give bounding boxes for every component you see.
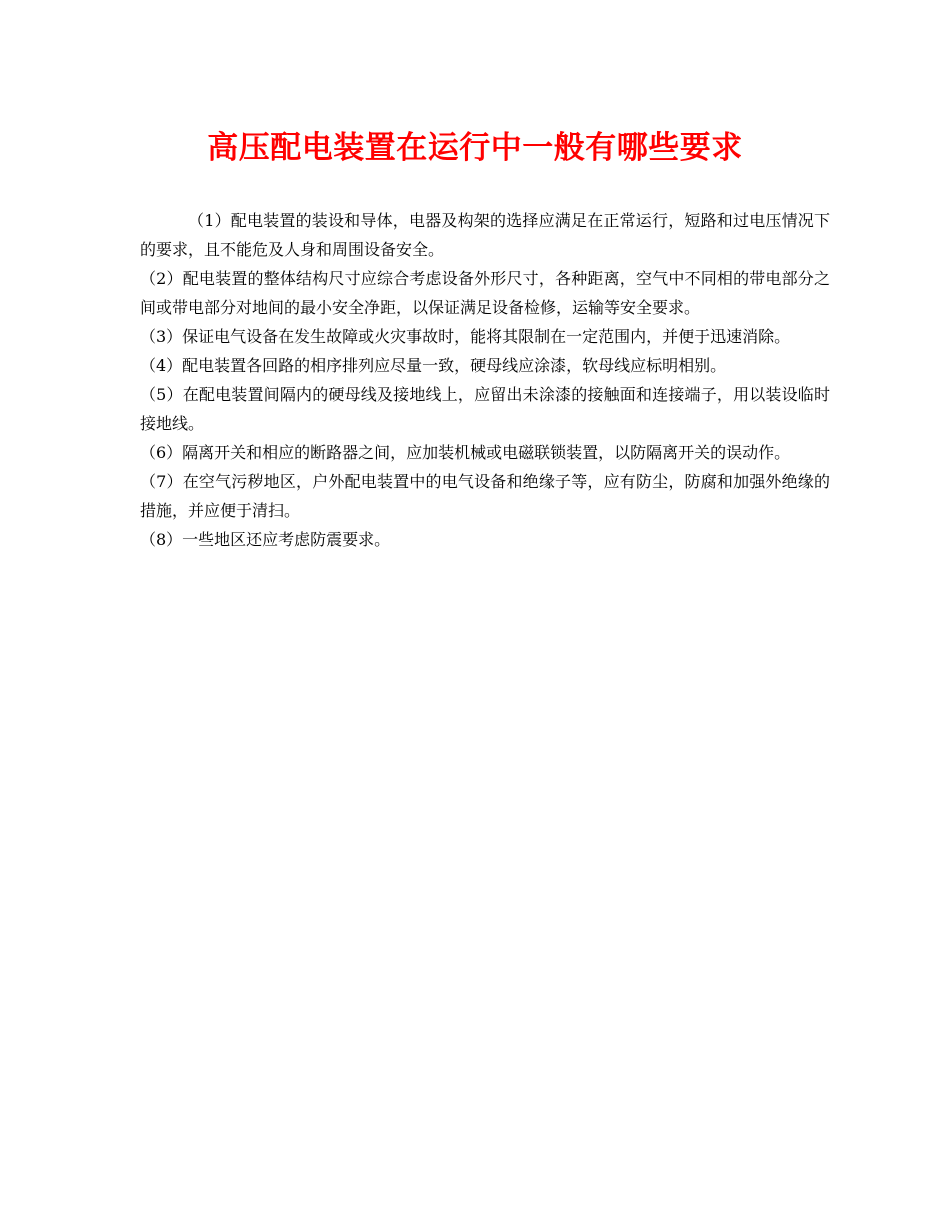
paragraph-5: （5）在配电装置间隔内的硬母线及接地线上，应留出未涂漆的接触面和连接端子，用以装设临时接地线。 [140,385,830,433]
document-title: 高压配电装置在运行中一般有哪些要求 [207,130,743,166]
paragraph-2: （2）配电装置的整体结构尺寸应综合考虑设备外形尺寸，各种距离，空气中不同相的带电部分之间或带电部分对地间的最小安全净距，以保证满足设备检修，运输等安全要求。 [140,269,830,317]
paragraph-6: （6）隔离开关和相应的断路器之间，应加装机械或电磁联锁装置，以防隔离开关的误动作。 [140,443,791,462]
document-body [140,206,830,554]
paragraph-3: （3）保证电气设备在发生故障或火灾事故时，能将其限制在一定范围内，并便于迅速消除。 [140,327,791,346]
paragraph-7: （7）在空气污秽地区，户外配电装置中的电气设备和绝缘子等，应有防尘，防腐和加强外绝缘的措施，并应便于清扫。 [140,472,830,520]
paragraph-1: （1）配电装置的装设和导体，电器及构架的选择应满足在正常运行，短路和过电压情况下的要求，且不能危及人身和周围设备安全。 [140,211,830,259]
paragraph-8: （8）一些地区还应考虑防震要求。 [140,530,391,549]
paragraph-4: （4）配电装置各回路的相序排列应尽量一致，硬母线应涂漆，软母线应标明相别。 [140,356,727,375]
